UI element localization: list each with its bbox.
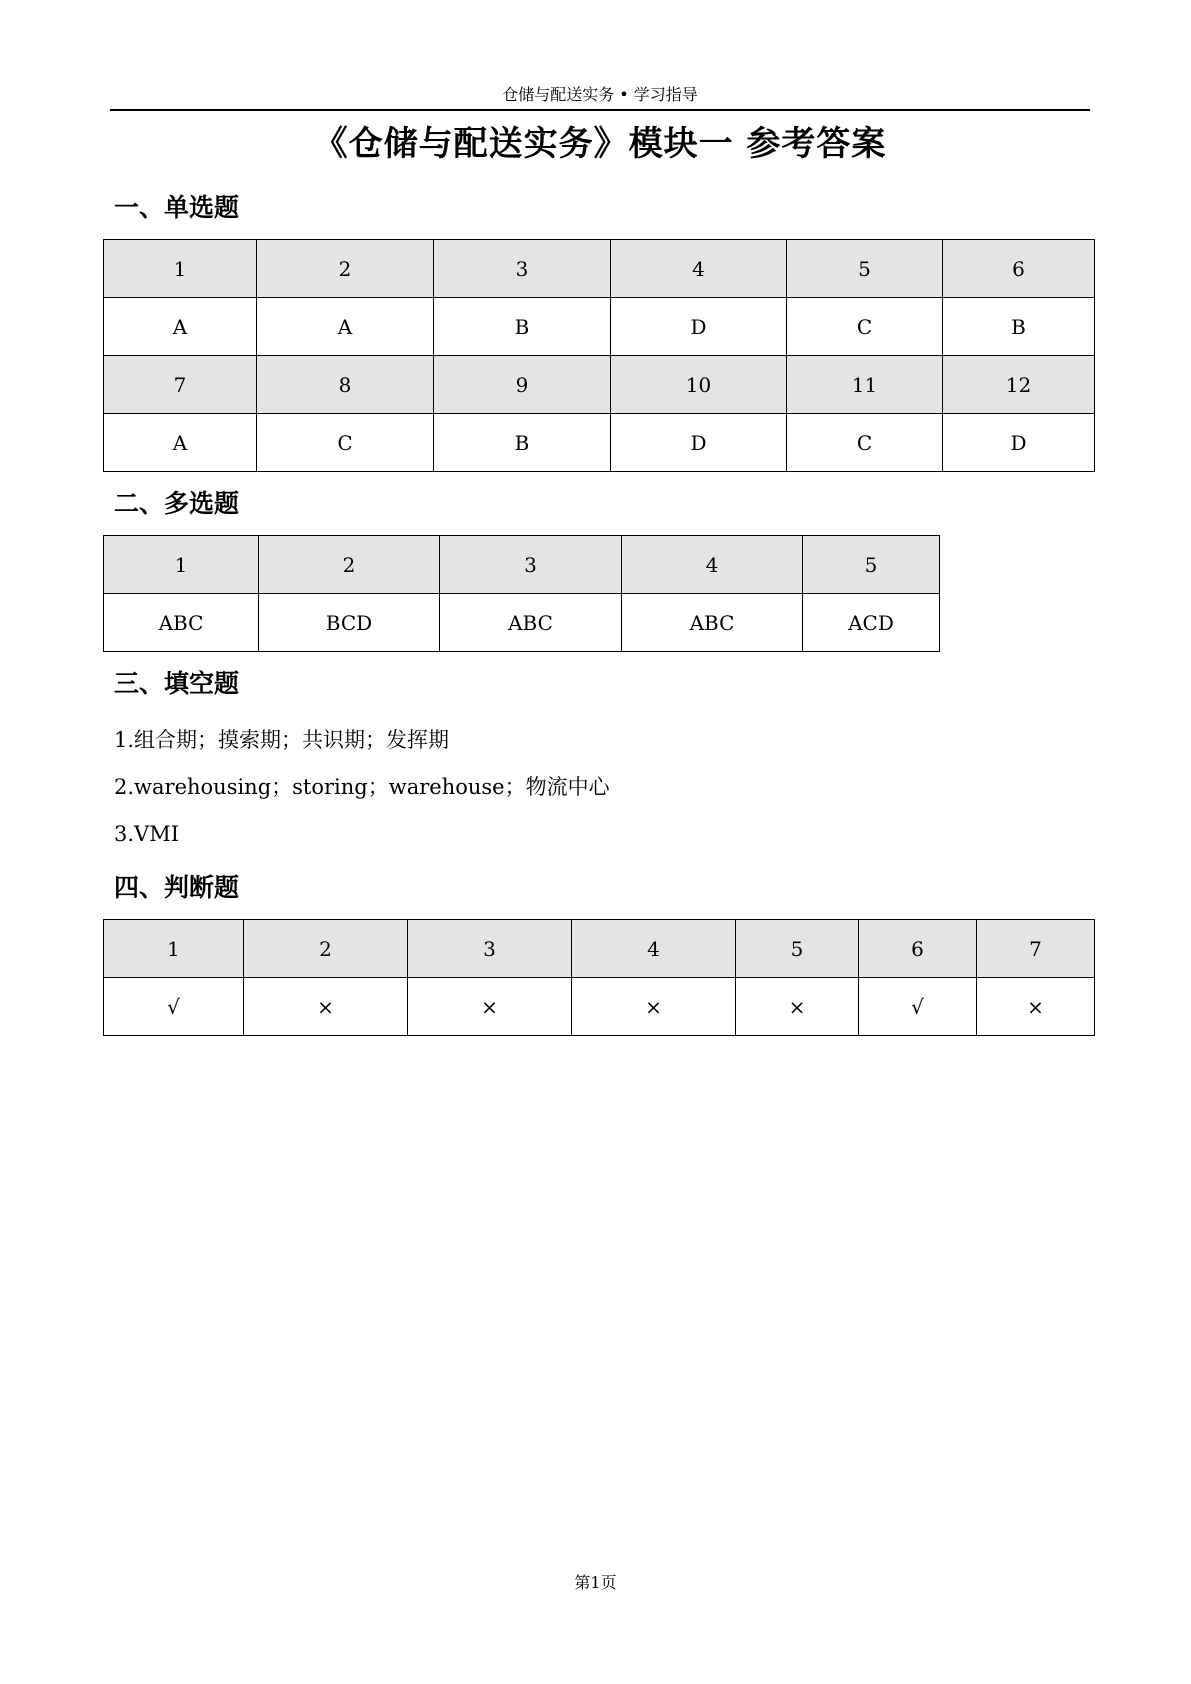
- answer-cell: √: [104, 978, 244, 1036]
- fill-blank-answer-2: 2.warehousing；storing；warehouse；物流中心: [114, 775, 610, 799]
- question-number-cell: 9: [434, 356, 611, 414]
- fill-blank-answer-3: 3.VMI: [114, 822, 179, 846]
- answer-cell: B: [434, 414, 611, 472]
- table-row: [104, 356, 1095, 414]
- header-rule: [110, 109, 1090, 111]
- answer-cell: ABC: [104, 594, 259, 652]
- table-row: [104, 414, 1095, 472]
- answer-cell: C: [787, 298, 943, 356]
- question-number-cell: 3: [408, 920, 572, 978]
- question-number-cell: 5: [787, 240, 943, 298]
- answer-cell: ×: [244, 978, 408, 1036]
- question-number-cell: 4: [611, 240, 787, 298]
- answer-cell: C: [257, 414, 434, 472]
- answer-cell: ×: [736, 978, 859, 1036]
- answer-cell: D: [611, 414, 787, 472]
- table-row: [104, 298, 1095, 356]
- section-heading-single-choice: 一、单选题: [114, 193, 240, 222]
- question-number-cell: 1: [104, 240, 257, 298]
- table-row: [104, 240, 1095, 298]
- question-number-cell: 1: [104, 536, 259, 594]
- answer-cell: ACD: [803, 594, 940, 652]
- true-false-table: [103, 919, 1095, 1036]
- answer-cell: D: [943, 414, 1095, 472]
- question-number-cell: 4: [572, 920, 736, 978]
- multiple-choice-table: [103, 535, 940, 652]
- question-number-cell: 3: [434, 240, 611, 298]
- fill-blank-answer-1: 1.组合期；摸索期；共识期；发挥期: [114, 728, 450, 752]
- answer-cell: A: [104, 414, 257, 472]
- answer-cell: D: [611, 298, 787, 356]
- answer-cell: ×: [572, 978, 736, 1036]
- page-number: 第1页: [574, 1573, 617, 1592]
- answer-cell: ABC: [622, 594, 803, 652]
- document-title: 《仓储与配送实务》模块一 参考答案: [313, 124, 887, 164]
- question-number-cell: 1: [104, 920, 244, 978]
- section-heading-fill-blank: 三、填空题: [114, 669, 240, 698]
- table-row: [104, 594, 940, 652]
- question-number-cell: 7: [104, 356, 257, 414]
- table-row: [104, 920, 1095, 978]
- single-choice-table: [103, 239, 1095, 472]
- question-number-cell: 2: [257, 240, 434, 298]
- question-number-cell: 6: [859, 920, 977, 978]
- answer-cell: BCD: [259, 594, 440, 652]
- question-number-cell: 5: [803, 536, 940, 594]
- answer-cell: B: [434, 298, 611, 356]
- answer-cell: ×: [408, 978, 572, 1036]
- answer-cell: √: [859, 978, 977, 1036]
- answer-cell: C: [787, 414, 943, 472]
- question-number-cell: 12: [943, 356, 1095, 414]
- section-heading-true-false: 四、判断题: [114, 873, 240, 902]
- table-row: [104, 978, 1095, 1036]
- answer-cell: B: [943, 298, 1095, 356]
- question-number-cell: 2: [259, 536, 440, 594]
- question-number-cell: 2: [244, 920, 408, 978]
- answer-cell: ABC: [440, 594, 622, 652]
- answer-cell: A: [104, 298, 257, 356]
- question-number-cell: 5: [736, 920, 859, 978]
- section-heading-multiple-choice: 二、多选题: [114, 489, 240, 518]
- question-number-cell: 11: [787, 356, 943, 414]
- question-number-cell: 7: [977, 920, 1095, 978]
- running-header: 仓储与配送实务 • 学习指导: [502, 85, 698, 104]
- question-number-cell: 4: [622, 536, 803, 594]
- table-row: [104, 536, 940, 594]
- question-number-cell: 8: [257, 356, 434, 414]
- question-number-cell: 10: [611, 356, 787, 414]
- question-number-cell: 6: [943, 240, 1095, 298]
- question-number-cell: 3: [440, 536, 622, 594]
- answer-cell: A: [257, 298, 434, 356]
- answer-cell: ×: [977, 978, 1095, 1036]
